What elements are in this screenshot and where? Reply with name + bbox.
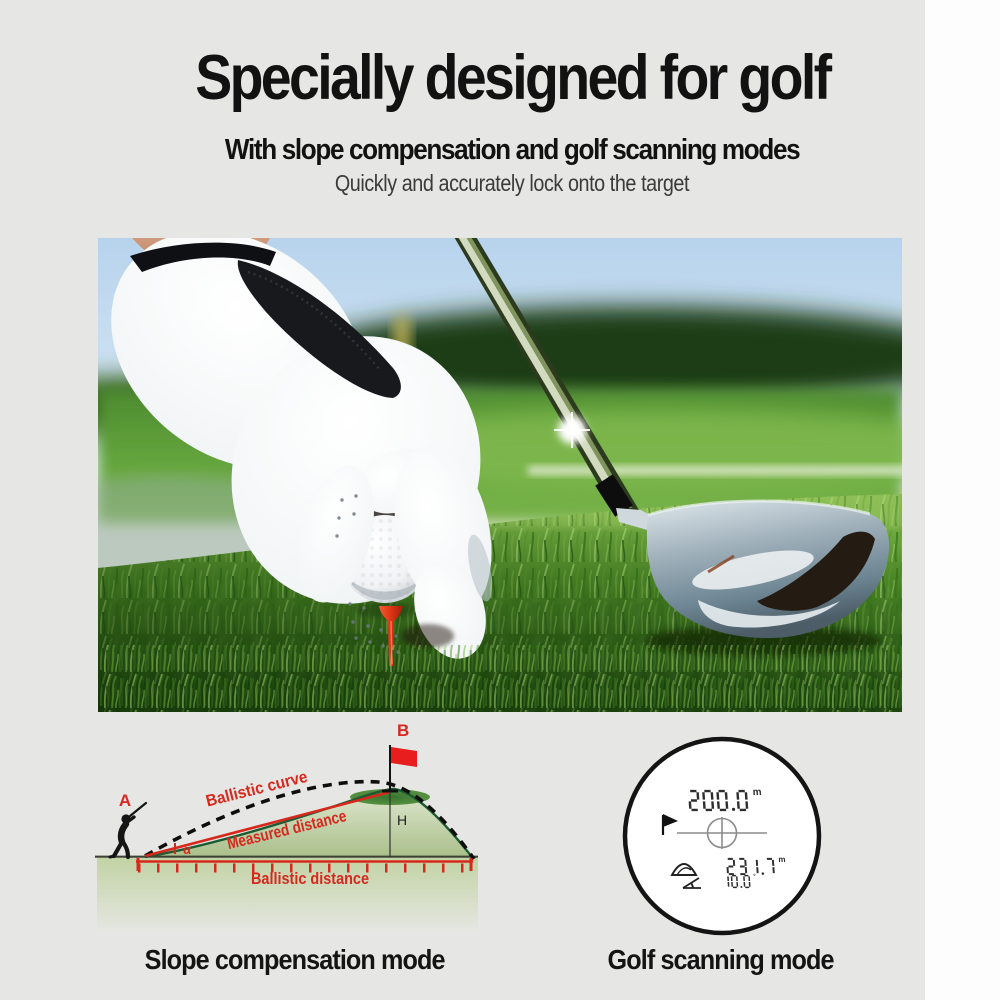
hero-photo (98, 238, 902, 712)
page-tagline (12, 170, 1000, 197)
scan-mode-caption-text: Golf scanning mode (607, 944, 835, 975)
fairway-streak (528, 466, 902, 475)
angle-alpha-label: α (183, 842, 191, 857)
slope-diagram (60, 718, 520, 935)
measured-distance-label: Measured distance (225, 800, 375, 854)
flag-icon (391, 747, 417, 767)
svg-text:m: m (778, 855, 786, 865)
page-subtitle-text: With slope compensation and golf scanning modes (224, 134, 800, 166)
slope-mode-caption-text: Slope compensation mode (145, 944, 445, 975)
ballistic-distance-label: Ballistic distance (251, 869, 369, 888)
front-grass-blades (102, 645, 902, 712)
page-subtitle (12, 134, 1000, 167)
height-label: H (397, 812, 408, 828)
ballistic-curve-label: Ballistic curve (204, 765, 318, 811)
svg-text:°: ° (753, 873, 757, 881)
golfer-icon (110, 803, 146, 857)
svg-text:m: m (752, 787, 763, 799)
viewfinder (610, 725, 840, 940)
page-title (12, 42, 1000, 114)
point-a-label: A (118, 791, 132, 810)
scan-mode-caption (521, 944, 921, 976)
page-title-text: Specially designed for golf (194, 43, 830, 113)
slope-mode-caption (95, 944, 495, 976)
page-tagline-text: Quickly and accurately lock onto the target (334, 170, 690, 196)
point-b-label: B (397, 721, 410, 740)
